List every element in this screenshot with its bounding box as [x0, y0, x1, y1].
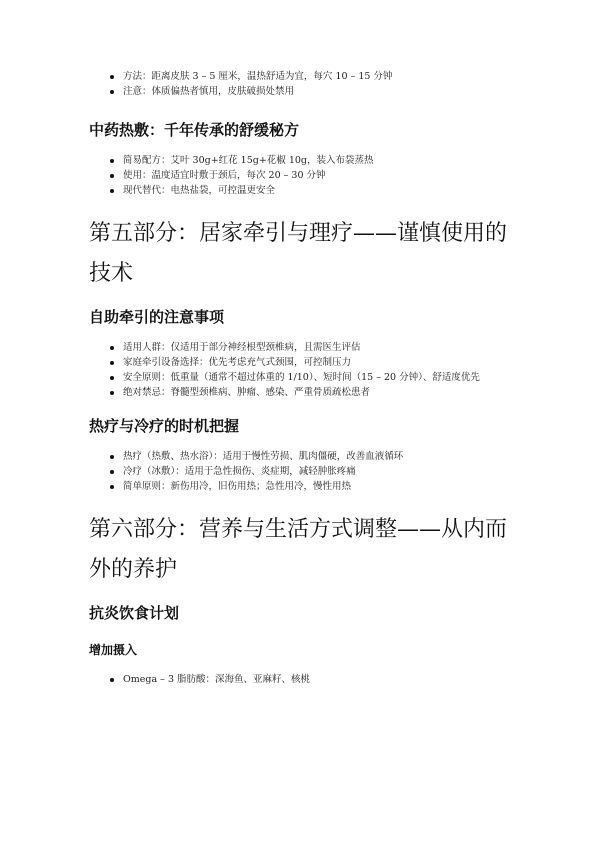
section-heading-traction: 自助牵引的注意事项: [89, 308, 225, 326]
list-item: 简单原则：新伤用冷，旧伤用热；急性用冷，慢性用热: [89, 479, 514, 494]
list-item: 绝对禁忌：脊髓型颈椎病、肿瘤、感染、严重骨质疏松患者: [89, 385, 514, 400]
section-heading-thermal-therapy: 热疗与冷疗的时机把握: [89, 417, 240, 435]
herbal-compress-list: [89, 153, 514, 198]
increase-intake-list: [89, 672, 514, 687]
list-item: 注意：体质偏热者慎用，皮肤破损处禁用: [89, 84, 514, 99]
list-item: 方法：距离皮肤 3 – 5 厘米，温热舒适为宜，每穴 10 – 15 分钟: [89, 69, 514, 84]
list-item: Omega – 3 脂肪酸：深海鱼、亚麻籽、核桃: [89, 672, 514, 687]
list-item: 热疗（热敷、热水浴）：适用于慢性劳损、肌肉僵硬，改善血液循环: [89, 449, 514, 464]
page-content: [89, 69, 514, 687]
list-item: 适用人群：仅适用于部分神经根型颈椎病，且需医生评估: [89, 340, 514, 355]
list-item: 冷疗（冰敷）：适用于急性损伤、炎症期，减轻肿胀疼痛: [89, 464, 514, 479]
section-heading-herbal-compress: 中药热敷：千年传承的舒缓秘方: [89, 121, 300, 139]
traction-list: [89, 340, 514, 400]
thermal-therapy-list: [89, 449, 514, 494]
part5-title: 第五部分：居家牵引与理疗——谨慎使用的技术: [89, 221, 508, 286]
moxibustion-list: [89, 69, 514, 99]
part6-title: 第六部分：营养与生活方式调整——从内而外的养护: [89, 517, 508, 582]
section-heading-anti-inflammatory-diet: 抗炎饮食计划: [89, 604, 180, 622]
list-item: 现代替代：电热盐袋，可控温更安全: [89, 183, 514, 198]
list-item: 安全原则：低重量（通常不超过体重的 1/10）、短时间（15 – 20 分钟）、舒适度优先: [89, 370, 514, 385]
list-item: 使用：温度适宜时敷于颈后，每次 20 – 30 分钟: [89, 168, 514, 183]
subheading-increase-intake: 增加摄入: [89, 643, 138, 657]
list-item: 简易配方：艾叶 30g+红花 15g+花椒 10g，装入布袋蒸热: [89, 153, 514, 168]
list-item: 家庭牵引设备选择：优先考虑充气式颈围，可控制压力: [89, 355, 514, 370]
